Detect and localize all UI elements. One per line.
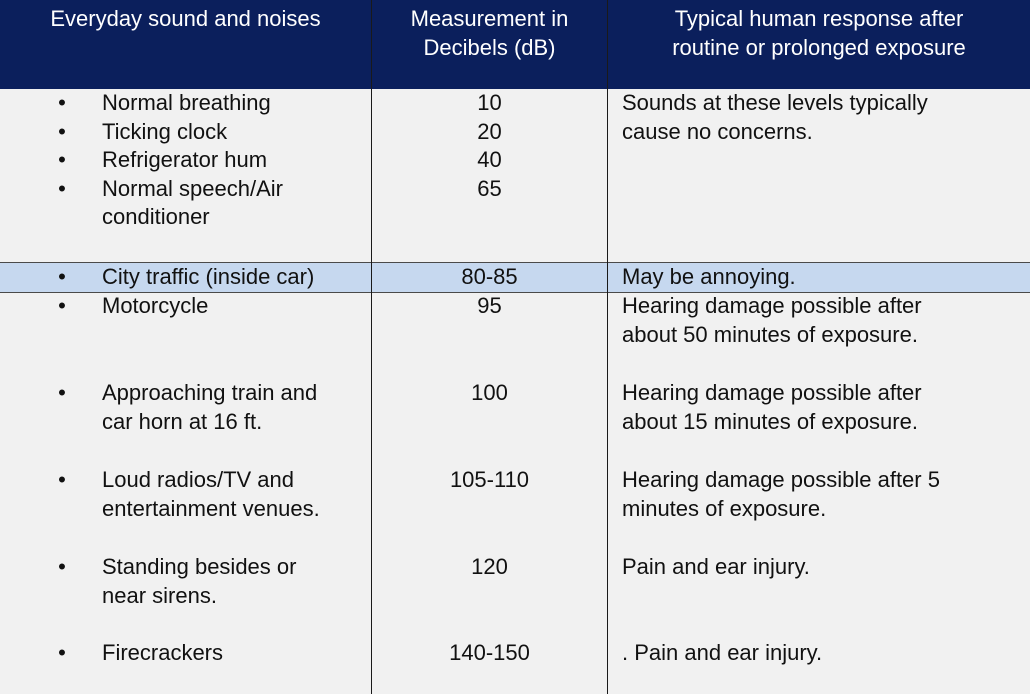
bullet-marker: • <box>58 293 66 318</box>
decibel-value: 140-150 <box>449 640 530 665</box>
bullet-marker: • <box>58 147 66 172</box>
decibel-value: 120 <box>471 554 508 579</box>
bullet-marker: • <box>58 118 66 144</box>
sound-name: Refrigerator hum <box>102 147 268 172</box>
bullet-marker: • <box>58 264 66 289</box>
header-decibels: Measurement in Decibels (dB) <box>410 6 569 60</box>
bullet-marker: • <box>58 467 66 492</box>
bullet-marker: • <box>58 175 66 201</box>
sound-name: City traffic (inside car) <box>102 264 315 289</box>
sound-name: Normal speech/Air conditioner <box>102 175 283 229</box>
bullet-marker: • <box>58 380 66 405</box>
bullet-marker: • <box>58 554 66 579</box>
decibel-value: 105-110 <box>449 467 530 492</box>
decibel-value: 95 <box>477 293 502 318</box>
column-divider <box>607 0 608 694</box>
sound-name: Standing besides or near sirens. <box>102 554 297 608</box>
table-header <box>0 0 1030 89</box>
response-text: Sounds at these levels typically cause no concerns. <box>622 90 928 144</box>
header-everyday-sounds: Everyday sound and noises <box>50 6 321 31</box>
decibel-value: 100 <box>471 380 508 405</box>
response-text: Hearing damage possible after 5 minutes of exposure. <box>622 467 940 521</box>
response-text: Pain and ear injury. <box>622 554 810 579</box>
sound-name: Firecrackers <box>102 640 224 665</box>
sound-name: Normal breathing <box>102 90 271 115</box>
response-text: Hearing damage possible after about 50 minutes of exposure. <box>622 293 922 347</box>
response-text: . Pain and ear injury. <box>622 640 823 665</box>
sound-name: Approaching train and car horn at 16 ft. <box>102 380 318 434</box>
header-human-response: Typical human response after routine or prolonged exposure <box>672 6 966 60</box>
bullet-marker: • <box>58 640 66 665</box>
response-text: May be annoying. <box>622 264 796 289</box>
sound-name: Motorcycle <box>102 293 209 318</box>
decibel-value: 10 20 40 65 <box>477 90 502 201</box>
sound-name: Loud radios/TV and entertainment venues. <box>102 467 320 521</box>
bullet-marker: • <box>58 90 66 115</box>
decibel-value: 80-85 <box>461 264 518 289</box>
sound-name: Ticking clock <box>102 118 228 144</box>
response-text: Hearing damage possible after about 15 minutes of exposure. <box>622 380 922 434</box>
